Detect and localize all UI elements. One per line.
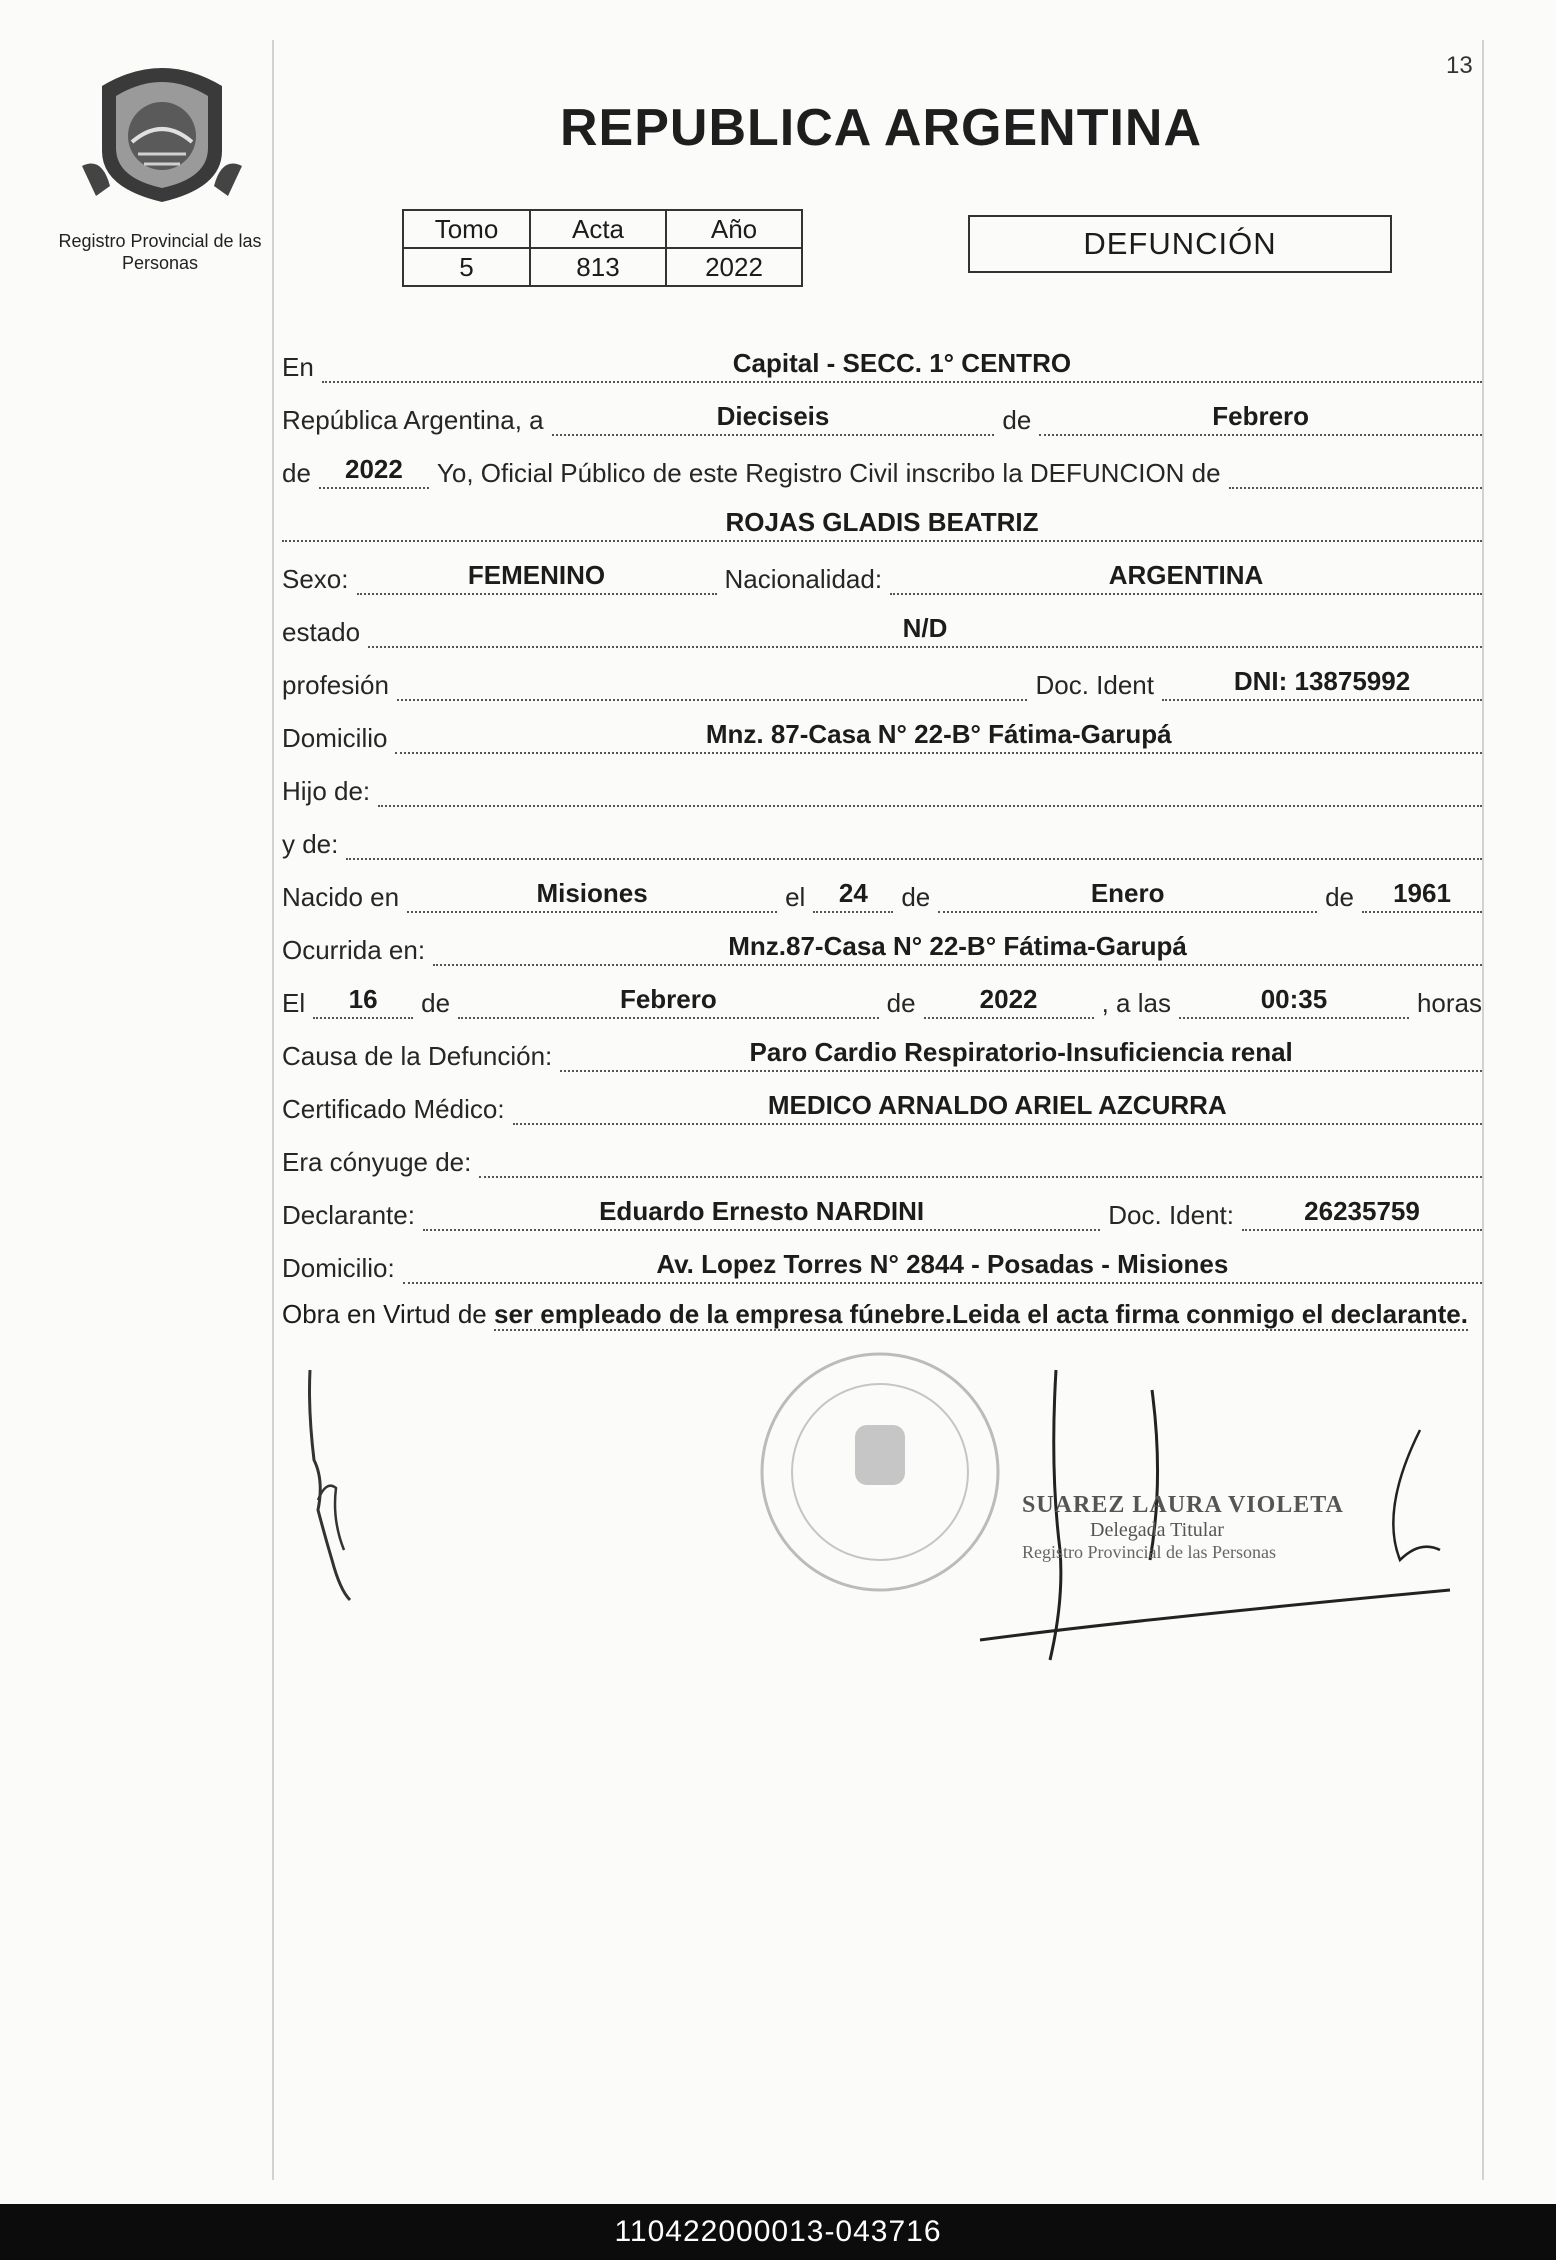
nacionalidad-label: Nacionalidad: bbox=[724, 564, 883, 594]
profesion-label: profesión bbox=[282, 670, 389, 700]
certificado-label: Certificado Médico: bbox=[282, 1094, 505, 1124]
month-field: Febrero bbox=[1039, 401, 1482, 436]
estado-label: estado bbox=[282, 617, 361, 647]
obra-label: Obra en Virtud de bbox=[282, 1299, 487, 1329]
domicilio2-label: Domicilio: bbox=[282, 1253, 395, 1283]
yde-label: y de: bbox=[282, 829, 339, 859]
obra-paragraph bbox=[282, 1296, 1482, 1332]
sexo-field: FEMENINO bbox=[357, 560, 717, 595]
en-label: En bbox=[282, 352, 314, 382]
el-label: el bbox=[785, 882, 806, 912]
row-estado bbox=[282, 603, 1482, 656]
conyuge-field bbox=[479, 1144, 1482, 1178]
domicilio2-field: Av. Lopez Torres N° 2844 - Posadas - Misiones bbox=[403, 1249, 1482, 1284]
ano-header: Año bbox=[666, 210, 802, 248]
row-domicilio2 bbox=[282, 1239, 1482, 1292]
row-hijo bbox=[282, 762, 1482, 815]
hijo-field bbox=[378, 773, 1482, 807]
document-title: REPUBLICA ARGENTINA bbox=[560, 99, 1203, 157]
day-field: Dieciseis bbox=[552, 401, 995, 436]
death-year-field: 2022 bbox=[924, 984, 1094, 1019]
ano-value: 2022 bbox=[666, 248, 802, 286]
de-label: de bbox=[1002, 405, 1032, 435]
row-location bbox=[282, 338, 1482, 391]
death-day-field: 16 bbox=[313, 984, 413, 1019]
row-yde bbox=[282, 815, 1482, 868]
record-type-box: DEFUNCIÓN bbox=[968, 215, 1392, 273]
death-time-field: 00:35 bbox=[1179, 984, 1409, 1019]
official-name: SUAREZ LAURA VIOLETA bbox=[1022, 1492, 1344, 1518]
de3-label: de bbox=[901, 882, 931, 912]
ocurrida-label: Ocurrida en: bbox=[282, 935, 426, 965]
official-role: Delegada Titular bbox=[1090, 1519, 1224, 1541]
profesion-field bbox=[397, 667, 1028, 701]
record-header-row bbox=[403, 210, 802, 248]
tomo-value: 5 bbox=[403, 248, 530, 286]
acta-value: 813 bbox=[530, 248, 666, 286]
doc-ident-label: Doc. Ident bbox=[1035, 670, 1154, 700]
row-year bbox=[282, 444, 1482, 497]
row-profesion bbox=[282, 656, 1482, 709]
death-record-form bbox=[282, 338, 1482, 1332]
horas-label: horas bbox=[1416, 988, 1482, 1018]
row-sex-nationality bbox=[282, 550, 1482, 603]
tomo-header: Tomo bbox=[403, 210, 530, 248]
yde-field bbox=[346, 826, 1482, 860]
inscribo-text: Yo, Oficial Público de este Registro Civil inscribo la DEFUNCION de bbox=[436, 458, 1221, 488]
row-certificado bbox=[282, 1080, 1482, 1133]
record-value-row bbox=[403, 248, 802, 286]
row-declarante bbox=[282, 1186, 1482, 1239]
alas-label: , a las bbox=[1101, 988, 1171, 1018]
official-office: Registro Provincial de las Personas bbox=[1022, 1542, 1276, 1562]
de2-label: de bbox=[282, 458, 311, 488]
deceased-name-field: ROJAS GLADIS BEATRIZ bbox=[282, 507, 1482, 542]
declarant-signature-icon bbox=[310, 1370, 351, 1600]
estado-field: N/D bbox=[368, 613, 1482, 648]
right-margin-line bbox=[1482, 40, 1484, 2180]
obra-field: ser empleado de la empresa fúnebre.Leida el acta firma conmigo el declarante. bbox=[494, 1299, 1468, 1329]
issuing-organization: Registro Provincial de las Personas bbox=[58, 231, 262, 273]
row-causa bbox=[282, 1027, 1482, 1080]
row-death-date bbox=[282, 974, 1482, 1027]
official-seal-icon bbox=[762, 1354, 998, 1590]
causa-field: Paro Cardio Respiratorio-Insuficiencia renal bbox=[560, 1037, 1482, 1072]
row-conyuge bbox=[282, 1133, 1482, 1186]
certificado-field: MEDICO ARNALDO ARIEL AZCURRA bbox=[513, 1090, 1482, 1125]
causa-label: Causa de la Defunción: bbox=[282, 1041, 553, 1071]
birth-day-field: 24 bbox=[813, 878, 893, 913]
death-month-field: Febrero bbox=[458, 984, 879, 1019]
nacionalidad-field: ARGENTINA bbox=[890, 560, 1482, 595]
row-date bbox=[282, 391, 1482, 444]
de4-label: de bbox=[1325, 882, 1354, 912]
row-birth bbox=[282, 868, 1482, 921]
declarante-field: Eduardo Ernesto NARDINI bbox=[423, 1196, 1100, 1231]
birthplace-field: Misiones bbox=[407, 878, 777, 913]
de5-label: de bbox=[421, 988, 451, 1018]
de6-label: de bbox=[886, 988, 916, 1018]
doc2-field: 26235759 bbox=[1242, 1196, 1482, 1231]
domicilio-label: Domicilio bbox=[282, 723, 388, 753]
document-code-bar: 110422000013-043716 bbox=[0, 2204, 1556, 2260]
hijo-label: Hijo de: bbox=[282, 776, 371, 806]
ocurrida-field: Mnz.87-Casa N° 22-B° Fátima-Garupá bbox=[433, 931, 1482, 966]
doc-ident-field: DNI: 13875992 bbox=[1162, 666, 1482, 701]
doc2-label: Doc. Ident: bbox=[1108, 1200, 1234, 1230]
sexo-label: Sexo: bbox=[282, 564, 349, 594]
year-field: 2022 bbox=[319, 454, 429, 489]
republica-label: República Argentina, a bbox=[282, 405, 544, 435]
acta-header: Acta bbox=[530, 210, 666, 248]
left-margin-line bbox=[272, 40, 274, 2180]
el2-label: El bbox=[282, 988, 306, 1018]
provincial-crest-icon bbox=[82, 56, 242, 206]
domicilio-field: Mnz. 87-Casa N° 22-B° Fátima-Garupá bbox=[395, 719, 1482, 754]
row-domicilio bbox=[282, 709, 1482, 762]
inscribo-trailing-line bbox=[1229, 455, 1482, 489]
row-name bbox=[282, 497, 1482, 550]
birth-month-field: Enero bbox=[938, 878, 1317, 913]
location-field: Capital - SECC. 1° CENTRO bbox=[322, 348, 1482, 383]
page-number: 13 bbox=[1446, 52, 1473, 79]
conyuge-label: Era cónyuge de: bbox=[282, 1147, 472, 1177]
declarante-label: Declarante: bbox=[282, 1200, 415, 1230]
nacido-label: Nacido en bbox=[282, 882, 400, 912]
row-ocurrida bbox=[282, 921, 1482, 974]
record-reference-table bbox=[402, 209, 803, 287]
official-stamp bbox=[1022, 1492, 1344, 1563]
birth-year-field: 1961 bbox=[1362, 878, 1482, 913]
